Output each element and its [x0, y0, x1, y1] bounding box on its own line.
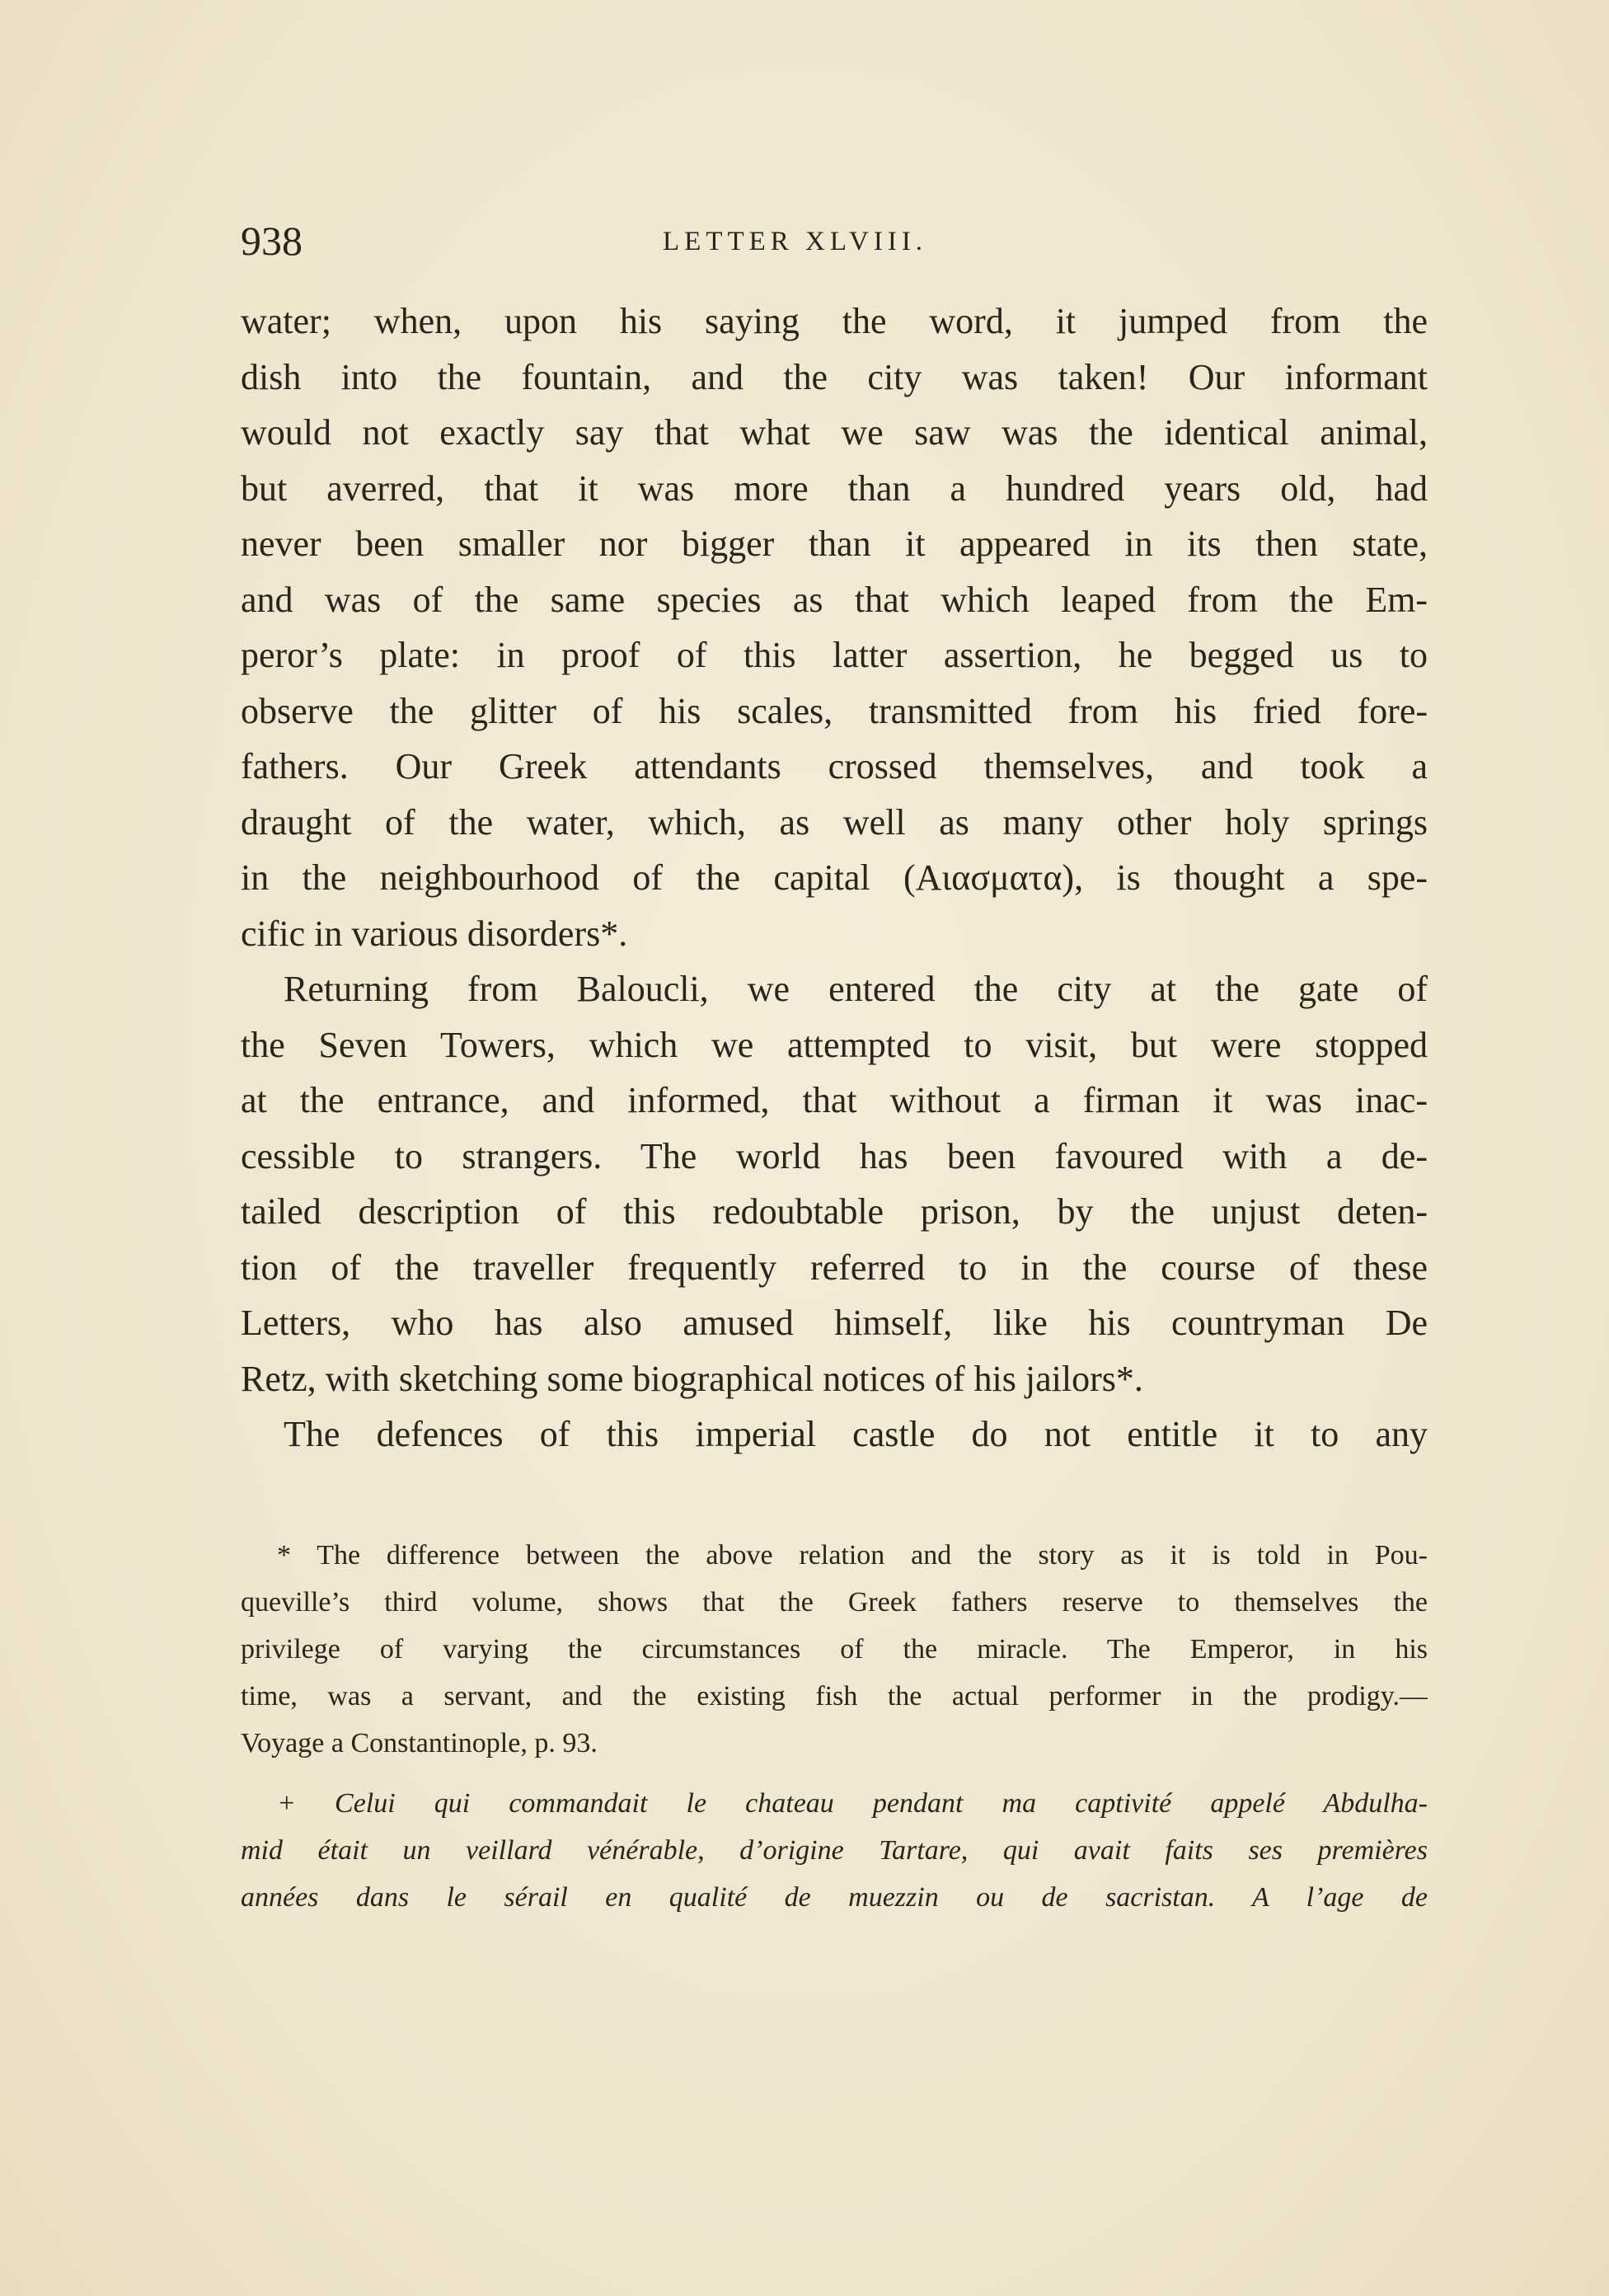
footnote-line: privilege of varying the circumstances of the miracle. The Emperor, in his — [241, 1634, 1428, 1664]
footnote-line: mid était un veillard vénérable, d’origine Tartare, qui avait faits ses premières — [241, 1835, 1428, 1866]
footnotes — [241, 1532, 1428, 1921]
text-line: in the neighbourhood of the capital (Αιασματα), is thought a spe- — [241, 857, 1428, 898]
text-line: and was of the same species as that which leaped from the Em- — [241, 579, 1428, 620]
text-line: peror’s plate: in proof of this latter assertion, he begged us to — [241, 635, 1428, 675]
text-line: draught of the water, which, as well as many other holy springs — [241, 801, 1428, 843]
text-line: would not exactly say that what we saw was the identical animal, — [241, 412, 1428, 453]
text-line: Letters, who has also amused himself, like his countryman De — [241, 1303, 1428, 1343]
text-line: tailed description of this redoubtable prison, by the unjust deten- — [241, 1191, 1428, 1232]
paragraph-start-line: Returning from Baloucli, we entered the city at the gate of — [284, 969, 1428, 1009]
paragraph-start-line: The defences of this imperial castle do not entitle it to any — [284, 1414, 1428, 1454]
text-line: cessible to strangers. The world has been favoured with a de- — [241, 1135, 1428, 1176]
footnote-line: années dans le sérail en qualité de muezzin ou de sacristan. A l’age de — [241, 1882, 1428, 1913]
text-line: dish into the fountain, and the city was taken! Our informant — [241, 356, 1428, 397]
text-line: fathers. Our Greek attendants crossed themselves, and took a — [241, 746, 1428, 786]
text-line: water; when, upon his saying the word, it jumped from the — [241, 301, 1428, 341]
text-line: at the entrance, and informed, that without a firman it was inac- — [241, 1080, 1428, 1120]
footnote-line: * The difference between the above relation and the story as it is told in Pou- — [277, 1540, 1428, 1571]
text-line: Retz, with sketching some biographical notices of his jailors*. — [241, 1358, 1143, 1399]
footnote-line: + Celui qui commandait le chateau pendant ma captivité appelé Abdulha- — [277, 1788, 1428, 1819]
text-line: cific in various disorders*. — [241, 913, 628, 954]
footnote-line: time, was a servant, and the existing fish the actual performer in the prodigy.— — [241, 1681, 1428, 1711]
footnote-line: queville’s third volume, shows that the Greek fathers reserve to themselves the — [241, 1587, 1428, 1618]
text-line: never been smaller nor bigger than it appeared in its then state, — [241, 524, 1428, 564]
footnote-line: Voyage a Constantinople, p. 93. — [241, 1728, 598, 1758]
text-line: tion of the traveller frequently referred to in the course of these — [241, 1247, 1428, 1288]
text-line: observe the glitter of his scales, transmitted from his fried fore- — [241, 690, 1428, 731]
body-text — [241, 293, 1428, 1463]
text-line: but averred, that it was more than a hundred years old, had — [241, 467, 1428, 509]
running-head: LETTER XLVIII. — [663, 227, 928, 256]
text-line: the Seven Towers, which we attempted to visit, but were stopped — [241, 1024, 1428, 1065]
page-header — [241, 216, 1428, 265]
page-number: 938 — [241, 218, 303, 264]
